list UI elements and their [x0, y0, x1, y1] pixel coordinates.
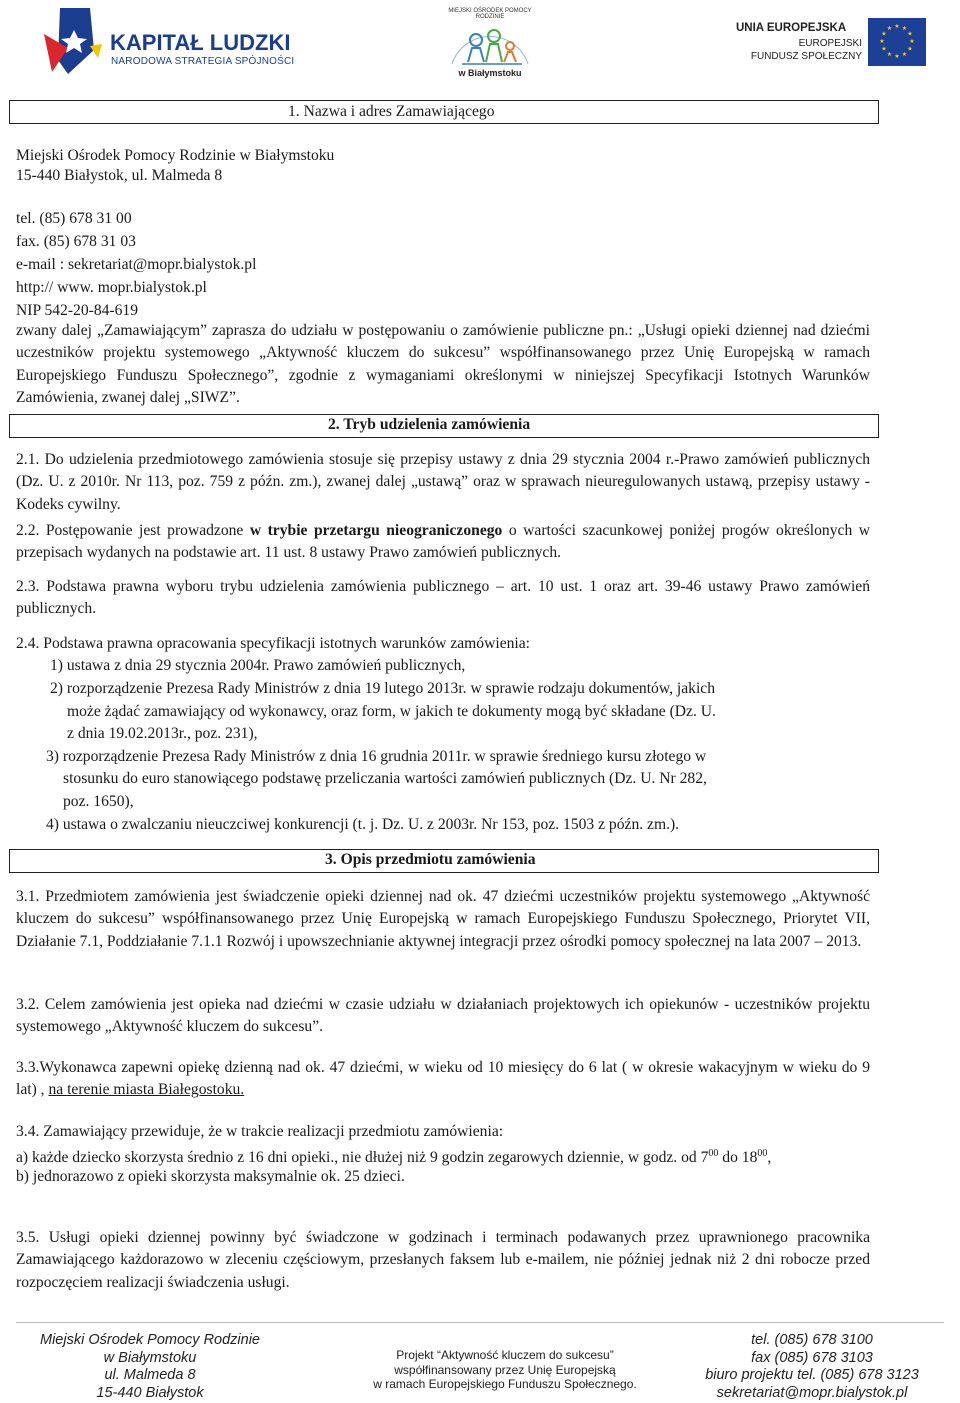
- para-2-2-mode: w trybie przetargu nieograniczonego: [249, 522, 503, 539]
- para-3-5: 3.5. Usługi opieki dziennej powinny być świadczone w godzinach i terminach podawanych przez uprawnionego pracownika Zamawiającego każdorazowo w zleceniu częściowym, przesłanych faksem lub e-mailem, nie później jednak niż 2 dni robocze przed rozpoczęciem realizacji świadczenia usługi.: [16, 1229, 870, 1291]
- mopr-city: w Białymstoku: [458, 68, 522, 78]
- legal-basis-item-3-cont2: poz. 1650),: [63, 793, 134, 810]
- svg-text:★: ★: [907, 45, 913, 53]
- para-3-4-b: b) jednorazowo z opieki skorzysta maksymalnie ok. 25 dzieci.: [16, 1168, 405, 1185]
- org-email: e-mail : sekretariat@mopr.bialystok.pl: [16, 256, 257, 273]
- footer-left-line-1: Miejski Ośrodek Pomocy Rodzinie: [40, 1332, 260, 1348]
- footer-right: [692, 1332, 932, 1402]
- section1-intro: zwany dalej „Zamawiającym” zaprasza do udziału w postępowaniu o zamówienie publiczne pn.: „Usługi opieki dziennej nad dziećmi uczestników projektu systemowego „Aktywność kluczem do sukcesu” współfinansowanego przez Unię Europejską w ramach Europejskiego Funduszu Społecznego”, zgodnie z wymaganiami określonymi w niniejszej Specyfikacji Istotnych Warunków Zamówienia, zwanej dalej „SIWZ”.: [16, 322, 870, 407]
- legal-basis-item-3-cont: stosunku do euro stanowiącego podstawę przeliczania wartości zamówień publicznych (Dz. U. Nr 282,: [63, 770, 707, 787]
- para-3-4-a-text: a) każde dziecko skorzysta średnio z 16 dni opieki., nie dłużej niż 9 godzin zegarowych dziennie, w godz. od 7: [16, 1149, 709, 1166]
- org-tel: tel. (85) 678 31 00: [16, 210, 132, 227]
- para-2-2-text-c: o wartości szacunkowej poniżej progów określonych w przepisach wydanych na podstawie art. 11 ust. 8 ustawy Prawo zamówień publicznych.: [16, 522, 870, 562]
- footer-divider: [16, 1322, 944, 1323]
- eu-logo: [728, 18, 932, 70]
- svg-text:★: ★: [894, 53, 900, 60]
- svg-text:★: ★: [881, 45, 887, 53]
- para-2-1: 2.1. Do udzielenia przedmiotowego zamówienia stosuje się przepisy ustawy z dnia 29 stycznia 2004 r.-Prawo zamówień publicznych (Dz. U. z 2010r. Nr 113, poz. 759 z późn. zm.), zwanej dalej „ustawą” oraz w sprawach nieuregulowanych ustawą, przepisy ustawy - Kodeks cywilny.: [16, 451, 870, 513]
- kapital-ludzki-logo: [38, 4, 298, 84]
- para-3-4: 3.4. Zamawiający przewiduje, że w trakcie realizacji przedmiotu zamówienia:: [16, 1123, 504, 1140]
- kapital-ludzki-emblem-icon: [38, 4, 110, 84]
- footer-left-line-3: ul. Malmeda 8: [104, 1367, 196, 1383]
- para-3-4-a: [16, 1144, 771, 1168]
- section3-heading: 3. Opis przedmiotu zamówienia: [325, 851, 536, 868]
- legal-basis-item-2-cont: może żądać zamawiający od wykonawcy, oraz form, w jakich te dokumenty mogą być składane (Dz. U.: [67, 703, 716, 720]
- ue-line1: EUROPEJSKI: [798, 38, 862, 49]
- footer-center-line-1: Projekt “Aktywność kluczem do sukcesu”: [396, 1348, 614, 1362]
- legal-basis-item-4: 4) ustawa o zwalczaniu nieuczciwej konkurencji (t. j. Dz. U. z 2003r. Nr 153, poz. 1503 z późn. zm.).: [46, 816, 680, 833]
- mopr-logo: [438, 6, 542, 86]
- org-fax: fax. (85) 678 31 03: [16, 233, 136, 250]
- ue-line2: FUNDUSZ SPOŁECZNY: [750, 51, 862, 62]
- footer-email: sekretariat@mopr.bialystok.pl: [716, 1384, 908, 1401]
- footer-center-line-2: współfinansowany przez Unię Europejską: [394, 1362, 616, 1377]
- org-name: Miejski Ośrodek Pomocy Rodzinie w Białymstoku: [16, 147, 335, 164]
- legal-basis-item-3: 3) rozporządzenie Prezesa Rady Ministrów z dnia 16 grudnia 2011r. w sprawie średniego kursu złotego w: [46, 748, 707, 765]
- para-3-4-a-text-3: ,: [767, 1149, 772, 1166]
- svg-text:★: ★: [901, 25, 908, 32]
- legal-basis-item-2-cont2: z dnia 19.02.2013r., poz. 231),: [67, 725, 258, 742]
- para-2-2-text-a: 2.2. Postępowanie jest prowadzone: [16, 522, 250, 539]
- footer-fax: fax (085) 678 3103: [751, 1349, 873, 1366]
- ue-title: UNIA EUROPEJSKA: [736, 22, 847, 34]
- legal-basis-item-1: 1) ustawa z dnia 29 stycznia 2004r. Prawo zamówień publicznych,: [50, 657, 466, 674]
- para-2-4: 2.4. Podstawa prawna opracowania specyfikacji istotnych warunków zamówienia:: [16, 635, 530, 652]
- para-3-3-text: 3.3.Wykonawca zapewni opiekę dzienną nad ok. 47 dziećmi, w wieku od 10 miesięcy do 6 lat ( w okresie wakacyjnym w wieku do 9 lat) ,: [16, 1059, 870, 1099]
- para-3-4-a-sup-1: 00: [708, 1148, 719, 1159]
- svg-text:★: ★: [879, 38, 885, 45]
- mopr-arc-text: MIEJSKI OŚRODEK POMOCY RODZINIE: [448, 8, 532, 20]
- svg-text:★: ★: [886, 25, 893, 32]
- footer-left: [30, 1332, 270, 1402]
- para-3-1: 3.1. Przedmiotem zamówienia jest świadczenie opieki dziennej nad ok. 47 dziećmi uczestników projektu systemowego „Aktywność kluczem do sukcesu” współfinansowanego przez Unię Europejską w ramach Europejskiego Funduszu Społecznego, Priorytet VII, Działanie 7.1, Poddziałanie 7.1.1 Rozwój i upowszechnianie aktywnej integracji przez ośrodki pomocy społecznej na lata 2007 – 2013.: [16, 888, 870, 950]
- svg-text:★: ★: [894, 23, 900, 30]
- footer-left-line-2: w Białymstoku: [103, 1349, 197, 1366]
- footer-left-line-4: 15-440 Białystok: [96, 1384, 204, 1401]
- svg-text:★: ★: [881, 30, 887, 38]
- org-nip: NIP 542-20-84-619: [16, 302, 138, 319]
- legal-basis-item-2: 2) rozporządzenie Prezesa Rady Ministrów z dnia 19 lutego 2013r. w sprawie rodzaju dokumentów, jakich: [50, 680, 715, 697]
- kl-title: KAPITAŁ LUDZKI: [110, 30, 291, 55]
- para-2-3: 2.3. Podstawa prawna wyboru trybu udzielenia zamówienia publicznego – art. 10 ust. 1 oraz art. 39-46 ustawy Prawo zamówień publicznych.: [16, 578, 870, 618]
- footer-center: [360, 1348, 650, 1392]
- footer-center-line-3: w ramach Europejskiego Funduszu Społecznego.: [373, 1377, 637, 1391]
- footer-tel: tel. (085) 678 3100: [751, 1332, 873, 1348]
- para-3-3: [16, 1057, 870, 1102]
- para-3-4-a-text-2: do 18: [718, 1149, 758, 1166]
- org-www: http:// www. mopr.bialystok.pl: [16, 279, 207, 296]
- org-address: 15-440 Białystok, ul. Malmeda 8: [16, 167, 223, 184]
- svg-text:★: ★: [901, 51, 908, 58]
- section1-heading: 1. Nazwa i adres Zamawiającego: [288, 103, 495, 120]
- kl-subtitle: NARODOWA STRATEGIA SPÓJNOŚCI: [111, 56, 295, 67]
- para-3-4-a-sup-2: 00: [757, 1148, 768, 1159]
- para-2-2: [16, 520, 870, 565]
- svg-text:★: ★: [909, 38, 915, 45]
- svg-text:★: ★: [886, 51, 893, 58]
- footer-project-tel: biuro projektu tel. (085) 678 3123: [705, 1367, 919, 1383]
- section2-heading: 2. Tryb udzielenia zamówienia: [328, 416, 531, 433]
- svg-text:★: ★: [907, 30, 913, 38]
- para-3-3-location: na terenie miasta Białegostoku.: [48, 1081, 245, 1099]
- para-3-2: 3.2. Celem zamówienia jest opieka nad dziećmi w czasie udziału w działaniach projektowych ich opiekunów - uczestników projektu systemowego „Aktywność kluczem do sukcesu”.: [16, 996, 870, 1036]
- eu-flag-icon: [868, 18, 926, 66]
